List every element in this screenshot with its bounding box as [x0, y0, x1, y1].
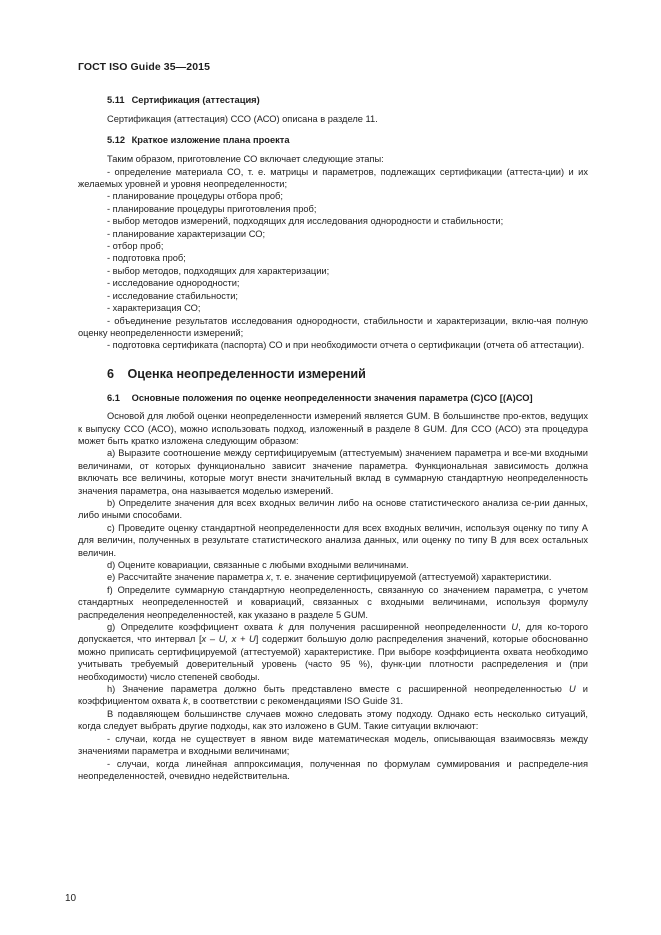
text: для получения расширенной неопределенности [282, 622, 512, 633]
section-title: Краткое изложение плана проекта [131, 134, 290, 145]
text: g) Определите коэффициент охвата [107, 622, 279, 633]
section-title: Оценка неопределенности измерений [127, 366, 366, 381]
text: и коэффициентом охвата [78, 684, 588, 707]
section-6-heading [78, 367, 588, 382]
list-item: - планирование процедуры приготовления проб; [107, 203, 317, 214]
step-a: а) Выразите соотношение между сертифицируемым (аттестуемым) значением параметра и все-ми входными величинами, от которых функционально зависит значение параметра. Функциональная зависимость должна включать все величины, которые могут внести значительный вклад в суммарную стандартную неопределенность значения параметра, она называется моделью измерений. [78, 448, 588, 496]
text: , в соответствии с рекомендациями ISO Guide 31. [187, 696, 404, 707]
list-item: - подготовка проб; [107, 253, 186, 264]
section-number: 6 [107, 366, 115, 381]
section-number: 6.1 [107, 392, 120, 403]
list-item: - выбор методов, подходящих для характеризации; [107, 265, 330, 276]
step-h [78, 683, 588, 708]
section-number: 5.12 [107, 134, 126, 145]
text: , для ко-торого допускается, что интервал [ [78, 622, 588, 645]
text: ] содержит большую долю распределения значений, которые обоснованно можно приписать сертифицируемой (аттестуемой) характеристике. При выборе коэффициента охвата необходимо учитывать требуемый доверительный уровень (часто 95 %), функ-ции плотности распределения и (при необходимости) число степеней свободы. [78, 634, 588, 682]
step-b: b) Определите значения для всех входных величин либо на основе статистического анализа се-рии данных, либо иными способами. [78, 497, 588, 521]
paragraph: Сертификация (аттестация) ССО (АСО) описана в разделе 11. [107, 114, 378, 125]
section-title: Сертификация (аттестация) [131, 95, 260, 105]
section-6-1-heading [78, 392, 588, 404]
variable: U [568, 684, 576, 695]
section-5-12-heading [78, 134, 588, 146]
section-number: 5.11 [107, 95, 125, 105]
step-d: d) Оцените ковариации, связанные с любыми входными величинами. [107, 560, 409, 570]
section-5-11-heading [78, 94, 588, 106]
list-item: - планирование характеризации СО; [107, 228, 266, 239]
paragraph: Основой для любой оценки неопределенности измерений является GUM. В большинстве про-ектов, ведущих к выпуску ССО (АСО), можно использовать подход, изложенный в разделе 8 GUM. Для ССО (АСО) эта процедура может быть кратко изложена следующим образом: [78, 411, 588, 446]
variable: k [183, 696, 188, 707]
list-item: - планирование процедуры отбора проб; [107, 191, 283, 202]
step-c: с) Проведите оценку стандартной неопределенности для всех входных величин, используя оценку по типу А для величин, полученных в результате статистического анализа данных, или оценку по типу В для всех остальных величин. [78, 522, 588, 558]
variable: U [511, 622, 519, 633]
list-item: - характеризация СО; [107, 303, 201, 314]
step-e [78, 571, 588, 583]
list-item: - случаи, когда линейная аппроксимация, полученная по формулам суммирования и распределе-ния неопределенностей, очевидно недействительна. [78, 758, 588, 781]
list-item: - отбор проб; [107, 241, 164, 252]
variable: x [266, 572, 271, 583]
page-header: ГОСТ ISO Guide 35—2015 [78, 61, 211, 73]
step-f: f) Определите суммарную стандартную неопределенность, связанную со значением параметра, с учетом стандартных неопределенностей и ковариаций, связанных с входными величинами, используя формулу распределения неопределенностей, как указано в разделе 5 GUM. [78, 584, 588, 620]
list-item: - случаи, когда не существует в явном виде математическая модель, описывающая взаимосвязь между значениями параметра и входными величинами; [78, 733, 588, 757]
list-item: - исследование однородности; [107, 278, 240, 289]
page-content [78, 94, 588, 782]
interval-expression: x – U, x + U [201, 634, 256, 645]
paragraph: В подавляющем большинстве случаев можно следовать этому подходу. Однако есть несколько ситуаций, когда следует выбрать другие подходы, как это изложено в GUM. Такие ситуации включают: [78, 708, 588, 732]
paragraph: Таким образом, приготовление СО включает следующие этапы: [107, 154, 384, 165]
step-g [78, 621, 588, 683]
text: , т. е. значение сертифицируемой (аттестуемой) характеристики. [270, 572, 552, 583]
list-item: - объединение результатов исследования однородности, стабильности и характеризации, вклю-чая полную оценку неопределенности измерений; [78, 315, 588, 338]
text: е) Рассчитайте значение параметра [107, 572, 267, 583]
list-item: - выбор методов измерений, подходящих для исследования однородности и стабильности; [107, 216, 504, 227]
variable: k [278, 622, 283, 633]
list-item: - определение материала СО, т. е. матрицы и параметров, подлежащих сертификации (аттеста-ции) и их желаемых уровней и уровня неопределенности; [78, 166, 588, 190]
section-title: Основные положения по оценке неопределенности значения параметра (С)СО [(А)СО] [131, 392, 533, 403]
text: h) Значение параметра должно быть представлено вместе с расширенной неопределенностью [107, 684, 569, 695]
list-item: - исследование стабильности; [107, 290, 238, 301]
list-item: - подготовка сертификата (паспорта) СО и при необходимости отчета о сертификации (отчета об аттестации). [107, 340, 585, 351]
page-number: 10 [65, 893, 77, 904]
